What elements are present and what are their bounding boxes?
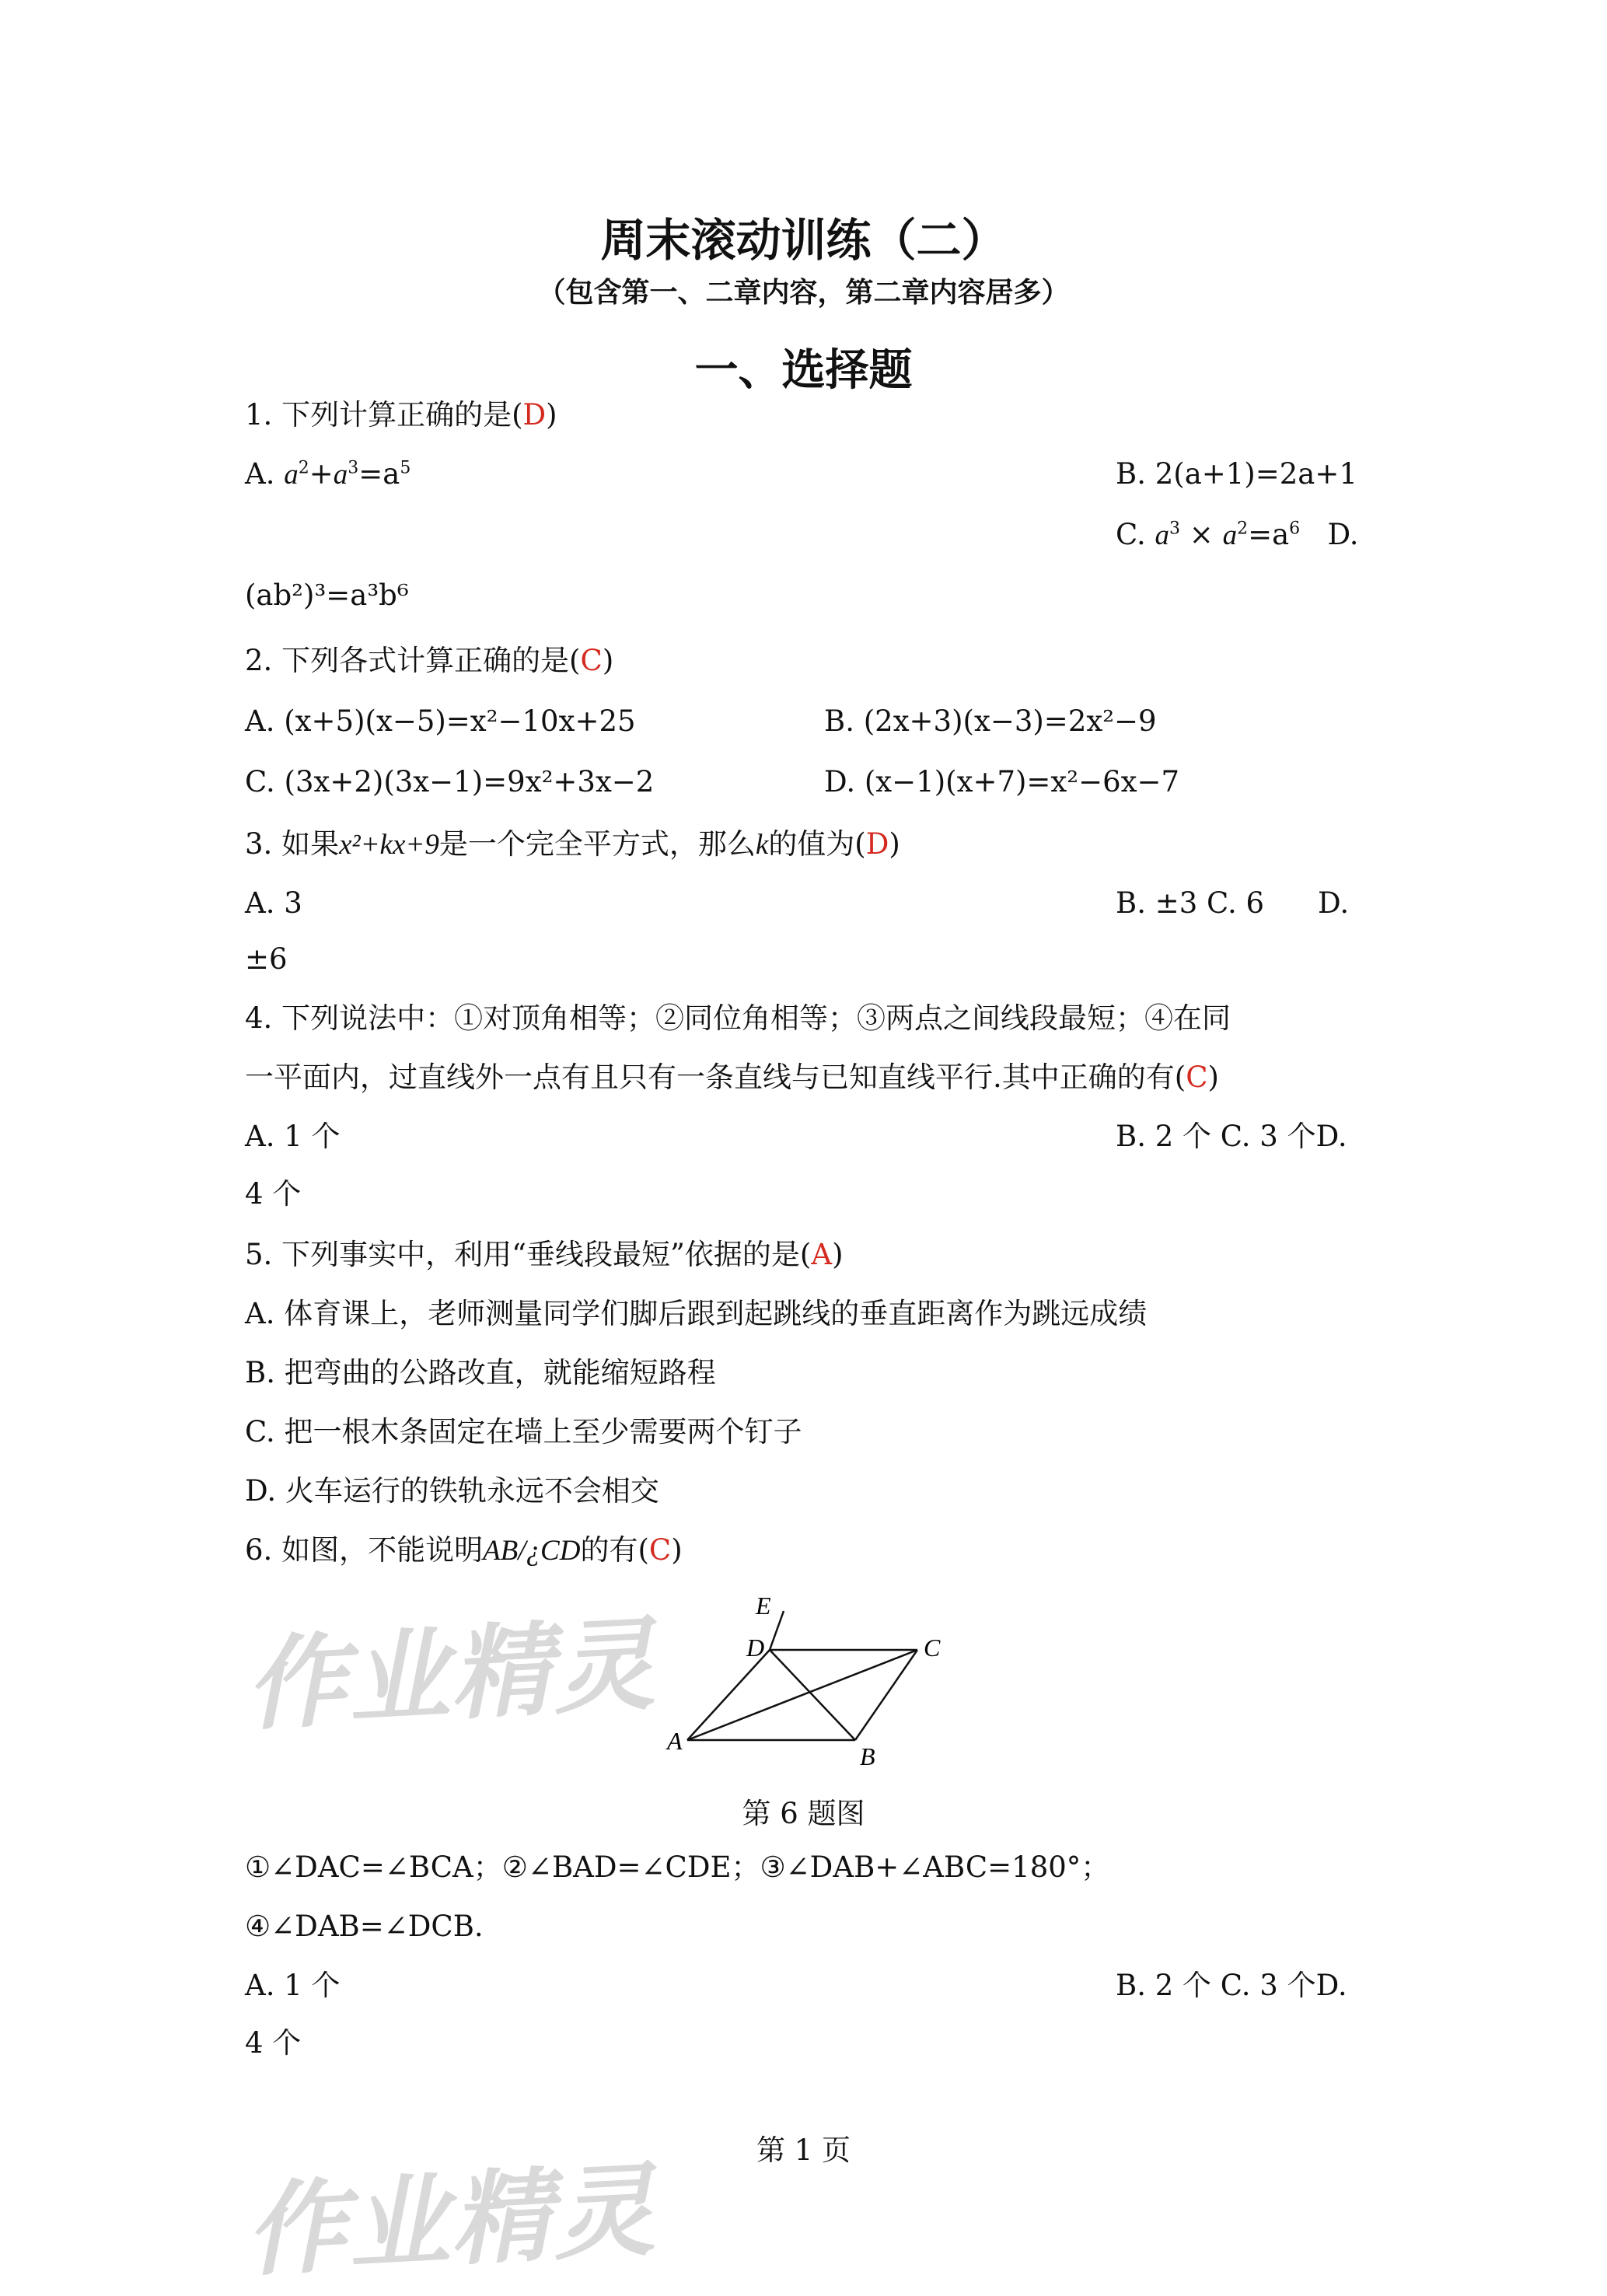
watermark-mid: 作业精灵 <box>242 1605 659 1745</box>
q2-option-d: D. (x−1)(x+7)=x²−6x−7 <box>824 765 1180 799</box>
q1-option-c: C. $a^3 \times a^2=a^6$ D. <box>1116 518 1359 551</box>
q3-option-d-label: D. <box>1318 886 1350 920</box>
q6-answer: C <box>648 1533 672 1567</box>
q3-option-bc: B. ±3 C. 6 <box>1116 886 1265 920</box>
q6-option-bcd: B. 2 个 C. 3 个D. <box>1116 1969 1347 2002</box>
q5-stem: 5. 下列事实中，利用“垂线段最短”依据的是(A) <box>245 1238 844 1271</box>
q3-answer: D <box>865 827 889 861</box>
q5-option-d: D. 火车运行的铁轨永远不会相交 <box>245 1474 659 1508</box>
diagonal-db <box>770 1650 855 1740</box>
watermark-bottom: 作业精灵 <box>242 2151 659 2291</box>
label-b: B <box>860 1742 875 1770</box>
q6-option-d-value: 4 个 <box>245 2026 302 2060</box>
q4-option-bcd: B. 2 个 C. 3 个D. <box>1116 1120 1347 1153</box>
q4-option-a: A. 1 个 <box>245 1120 341 1153</box>
page-title: 周末滚动训练（二） <box>600 214 1007 267</box>
q4-stem-line1: 4. 下列说法中：①对顶角相等；②同位角相等；③两点之间线段最短；④在同 <box>245 1001 1231 1035</box>
q4-option-d-value: 4 个 <box>245 1177 302 1211</box>
q2-answer: C <box>580 644 603 677</box>
q6-conditions-line2: ④∠DAB=∠DCB. <box>245 1910 484 1943</box>
q5-option-b: B. 把弯曲的公路改直，就能缩短路程 <box>245 1356 716 1389</box>
segment-bc <box>855 1650 917 1740</box>
segment-ad <box>687 1650 770 1740</box>
diagonal-ac <box>687 1650 917 1740</box>
q1-option-b: B. 2(a+1)=2a+1 <box>1116 457 1357 491</box>
q1-answer: D <box>522 398 547 432</box>
q3-stem: 3. 如果x²+kx+9是一个完全平方式，那么k的值为(D) <box>245 827 900 861</box>
q2-option-b: B. (2x+3)(x−3)=2x²−9 <box>824 704 1157 738</box>
q2-option-c: C. (3x+2)(3x−1)=9x²+3x−2 <box>245 765 655 799</box>
figure-caption: 第 6 题图 <box>742 1797 865 1830</box>
page-subtitle: （包含第一、二章内容，第二章内容居多） <box>537 277 1070 309</box>
label-c: C <box>924 1634 941 1662</box>
q6-conditions-line1: ①∠DAC=∠BCA；②∠BAD=∠CDE；③∠DAB+∠ABC=180°； <box>245 1850 1110 1884</box>
q5-option-c: C. 把一根木条固定在墙上至少需要两个钉子 <box>245 1415 802 1449</box>
q2-option-a: A. (x+5)(x−5)=x²−10x+25 <box>245 704 636 738</box>
q6-option-a: A. 1 个 <box>245 1969 341 2002</box>
q3-option-a: A. 3 <box>245 886 302 920</box>
label-d: D <box>746 1634 765 1662</box>
label-e: E <box>756 1592 771 1620</box>
section-heading: 一、选择题 <box>694 345 913 396</box>
page-number: 第 1 页 <box>756 2133 851 2167</box>
q5-answer: A <box>811 1238 833 1271</box>
q1-stem: 1. 下列计算正确的是(D) <box>245 398 557 432</box>
q5-option-a: A. 体育课上，老师测量同学们脚后跟到起跳线的垂直距离作为跳远成绩 <box>245 1297 1148 1330</box>
segment-de <box>770 1611 784 1650</box>
q4-stem-line2: 一平面内，过直线外一点有且只有一条直线与已知直线平行.其中正确的有(C) <box>245 1061 1219 1094</box>
label-a: A <box>667 1727 683 1755</box>
q6-figure <box>661 1578 972 1773</box>
q1-option-a: A. $a^2+a^3=a^5$ <box>245 457 411 491</box>
q4-answer: C <box>1186 1061 1208 1094</box>
q6-stem: 6. 如图，不能说明AB/¿CD的有(C) <box>245 1533 683 1567</box>
q1-option-d: (ab²)³=a³b⁶ <box>245 578 409 612</box>
q2-stem: 2. 下列各式计算正确的是(C) <box>245 644 614 677</box>
q3-option-d-value: ±6 <box>245 942 288 976</box>
